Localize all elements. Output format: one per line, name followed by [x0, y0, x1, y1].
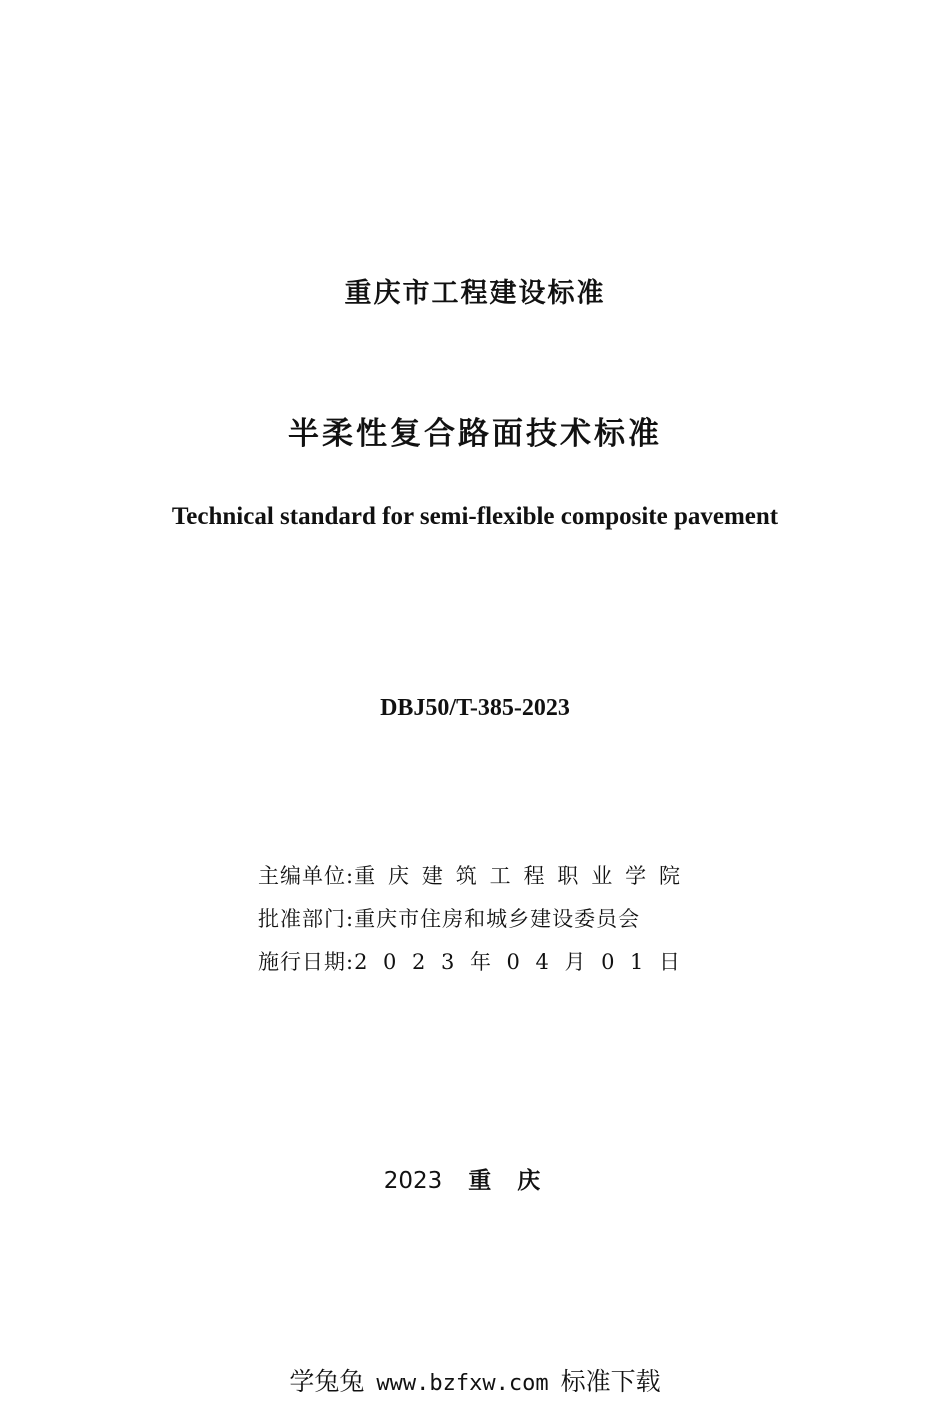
watermark-footer — [0, 1364, 950, 1402]
approver-value: 重庆市住房和城乡建设委员会 — [354, 907, 641, 931]
approver-label: 批准部门: — [258, 907, 355, 931]
document-title-chinese: 半柔性复合路面技术标准 — [288, 416, 662, 452]
publication-year: 2023 — [383, 1168, 443, 1194]
watermark-url: www.bzfxw.com — [376, 1371, 549, 1396]
publication-year-city — [0, 1164, 950, 1198]
approver-row — [258, 898, 708, 941]
editor-row — [258, 855, 708, 898]
effective-date-value: 2 0 2 3 年 0 4 月 0 1 日 — [354, 950, 681, 974]
effective-date-label: 施行日期: — [258, 950, 355, 974]
watermark-tagline: 标准下载 — [560, 1367, 661, 1396]
document-title-english: Technical standard for semi-flexible composite pavement — [171, 503, 779, 530]
effective-date-row — [258, 941, 708, 984]
standard-code: DBJ50/T-385-2023 — [380, 695, 570, 721]
publication-city: 重庆 — [468, 1168, 567, 1194]
watermark-site-name: 学兔兔 — [289, 1367, 365, 1396]
editor-label: 主编单位: — [258, 864, 355, 888]
standard-series-heading: 重庆市工程建设标准 — [344, 278, 606, 309]
editor-value: 重 庆 建 筑 工 程 职 业 学 院 — [354, 864, 680, 888]
publication-info-block — [258, 855, 708, 984]
